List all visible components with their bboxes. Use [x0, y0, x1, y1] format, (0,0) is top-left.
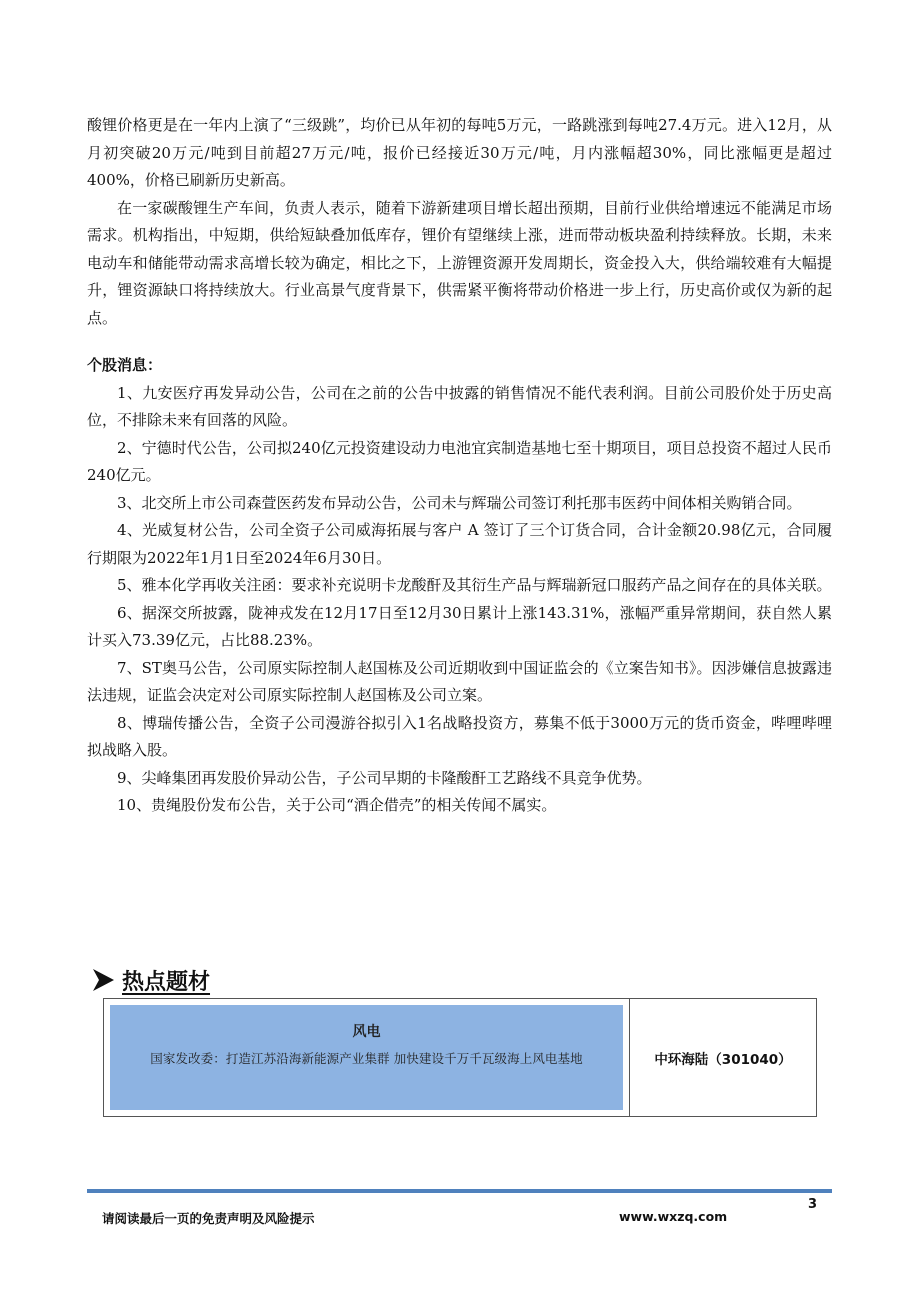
related-stock: 中环海陆（301040） — [654, 1051, 792, 1068]
arrow-bullet-icon — [90, 967, 116, 993]
list-item: 2、宁德时代公告，公司拟240亿元投资建设动力电池宜宾制造基地七至十期项目，项目总投资不超过人民币240亿元。 — [87, 438, 832, 484]
page-number: 3 — [808, 1197, 818, 1212]
list-item: 6、据深交所披露，陇神戎发在12月17日至12月30日累计上涨143.31%，涨幅严重异常期间，获自然人累计买入73.39亿元，占比88.23%。 — [87, 603, 832, 649]
intro-paragraph-1: 酸锂价格更是在一年内上演了“三级跳”，均价已从年初的每吨5万元，一路跳涨到每吨27.4万元。进入12月，从月初突破20万元/吨到目前超27万元/吨，报价已经接近30万元/吨，月内涨幅超30%，同比涨幅更是超过400%，价格已刷新历史新高。 — [87, 116, 832, 189]
list-item: 9、尖峰集团再发股价异动公告，子公司早期的卡隆酸酐工艺路线不具竞争优势。 — [117, 768, 652, 787]
main-content — [87, 112, 832, 820]
intro-paragraph-2: 在一家碳酸锂生产车间，负责人表示，随着下游新建项目增长超出预期，目前行业供给增速远不能满足市场需求。机构指出，中短期，供给短缺叠加低库存，锂价有望继续上涨，进而带动板块盈利持续释放。长期，未来电动车和储能带动需求高增长较为确定，相比之下，上游锂资源开发周期长，资金投入大，供给端较难有大幅提升，锂资源缺口将持续放大。行业高景气度背景下，供需紧平衡将带动价格进一步上行，历史高价或仅为新的起点。 — [87, 198, 832, 327]
theme-name: 风电 — [352, 1024, 381, 1040]
list-item: 4、光威复材公告，公司全资子公司威海拓展与客户 A 签订了三个订货合同，合计金额20.98亿元，合同履行期限为2022年1月1日至2024年6月30日。 — [87, 521, 832, 567]
hot-topics-title: 热点题材 — [122, 969, 211, 995]
stock-news-list — [87, 380, 832, 820]
list-item: 3、北交所上市公司森萱医药发布异动公告，公司未与辉瑞公司签订利托那韦医药中间体相关购销合同。 — [117, 493, 802, 512]
footer-website: www.wxzq.com — [619, 1209, 728, 1224]
list-item: 7、ST奥马公告，公司原实际控制人赵国栋及公司近期收到中国证监会的《立案告知书》。因涉嫌信息披露违法违规，证监会决定对公司原实际控制人赵国栋及公司立案。 — [87, 658, 832, 704]
list-item: 1、九安医疗再发异动公告，公司在之前的公告中披露的销售情况不能代表利润。目前公司股价处于历史高位，不排除未来有回落的风险。 — [87, 383, 832, 429]
hot-topic-table — [103, 998, 817, 1117]
list-item: 5、雅本化学再收关注函：要求补充说明卡龙酸酐及其衍生产品与辉瑞新冠口服药产品之间存在的具体关联。 — [117, 576, 832, 594]
list-item: 8、博瑞传播公告，全资子公司漫游谷拟引入1名战略投资方，募集不低于3000万元的货币资金，哔哩哔哩拟战略入股。 — [87, 713, 832, 759]
stock-news-heading: 个股消息： — [87, 356, 163, 374]
hot-topics-heading — [90, 960, 210, 1000]
list-item: 10、贵绳股份发布公告，关于公司“酒企借壳”的相关传闻不属实。 — [117, 796, 557, 814]
footer-divider — [87, 1189, 832, 1193]
theme-headline: 国家发改委：打造江苏沿海新能源产业集群 加快建设千万千瓦级海上风电基地 — [150, 1051, 583, 1066]
hot-topic-highlight — [110, 1005, 623, 1110]
footer-disclaimer: 请阅读最后一页的免责声明及风险提示 — [102, 1211, 315, 1226]
hot-topic-cell — [104, 999, 630, 1116]
